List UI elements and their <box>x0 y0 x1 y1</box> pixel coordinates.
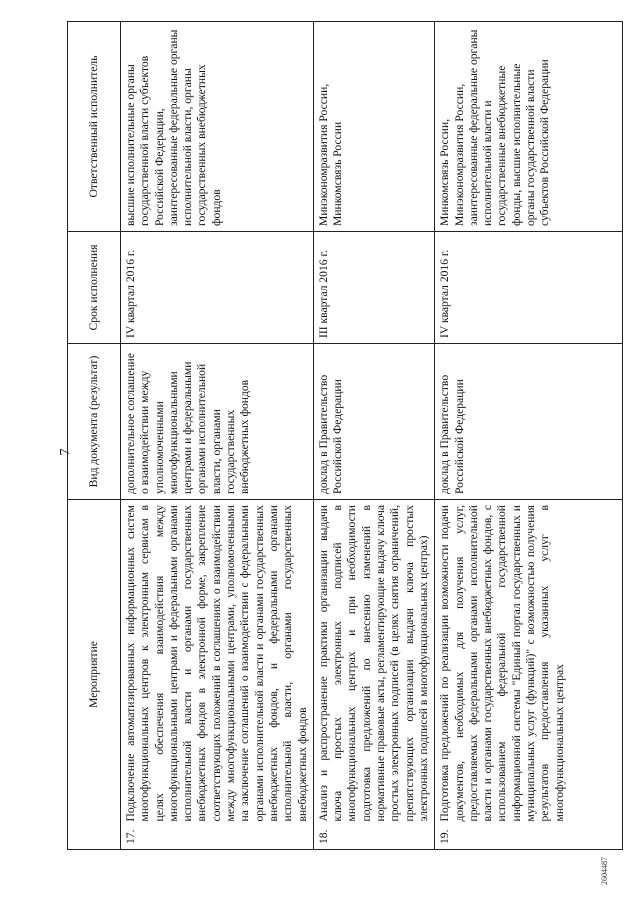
page-number: 7 <box>58 448 73 456</box>
table-row <box>435 21 623 849</box>
row-deadline: III квартал 2016 г. <box>313 231 434 343</box>
row-number: 19. <box>435 824 623 850</box>
row-responsible: Минэкономразвития России, Минкомсвязь России <box>313 21 434 231</box>
row-document-type: доклад в Правительство Российской Федерации <box>313 343 434 499</box>
header-deadline: Срок исполнения <box>68 231 121 343</box>
row-number: 17. <box>121 824 314 850</box>
table-header-row <box>68 21 121 849</box>
row-deadline: IV квартал 2016 г. <box>121 231 314 343</box>
table-row <box>121 21 314 849</box>
row-number: 18. <box>313 824 434 850</box>
row-document-type: дополнительное соглашение о взаимодействии между уполномоченными многофункциональными центрами и федеральными органами исполнительной власти, органами государственных внебюджетных фондов <box>121 343 314 499</box>
header-responsible: Ответственный исполнитель <box>68 21 121 231</box>
row-activity: Подготовка предложений по реализации возможности подачи документов, необходимых для получения услуг, предоставляемых федеральными органами исполнительной власти и органами государственных внебюджетных фондов, с использованием федеральной государственной информационной системы "Единый портал государственных и муниципальных услуг (функций)" с возможностью получения результатов предоставления указанных услуг в многофункциональных центрах <box>435 499 623 823</box>
table-row <box>313 21 434 849</box>
row-activity: Анализ и распространение практики организации выдачи ключа простых электронных подписей в многофункциональных центрах и при необходимости подготовка предложений по внесению изменений в нормативные правовые акты, регламентирующие выдачу ключа простых электронных подписей (в целях снятия ограничений, препятствующих организации выдачи ключа простых электронных подписей в многофункциональных центрах) <box>313 499 434 823</box>
row-responsible: высшие исполнительные органы государственной власти субъектов Российской Федерации, заинтересованные федеральные органы исполнительной власти, органы государственных внебюджетных фондов <box>121 21 314 231</box>
row-document-type: доклад в Правительство Российской Федерации <box>435 343 623 499</box>
measures-table <box>67 21 623 850</box>
row-deadline: IV квартал 2016 г. <box>435 231 623 343</box>
row-activity: Подключение автоматизированных информационных систем многофункциональных центров к электронным сервисам в целях обеспечения взаимодействия между многофункциональными центрами и федеральными органами исполнительной власти и органами государственных внебюджетных фондов в электронной форме, закрепление соответствующих положений в соглашениях о взаимодействии между многофункциональными центрами, уполномоченными на заключение соглашений о взаимодействии с федеральными органами исполнительной власти и органами государственных внебюджетных фондов, и федеральными органами исполнительной власти, органами государственных внебюджетных фондов <box>121 499 314 823</box>
row-responsible: Минкомсвязь России, Минэкономразвития России, заинтересованные федеральные органы исполнительной власти и государственные внебюджетные фонды, высшие исполнительные органы государственной власти субъектов Российской Федерации <box>435 21 623 231</box>
header-activity: Мероприятие <box>68 499 121 849</box>
header-document-type: Вид документа (результат) <box>68 343 121 499</box>
document-id: 2604487 <box>600 857 609 885</box>
